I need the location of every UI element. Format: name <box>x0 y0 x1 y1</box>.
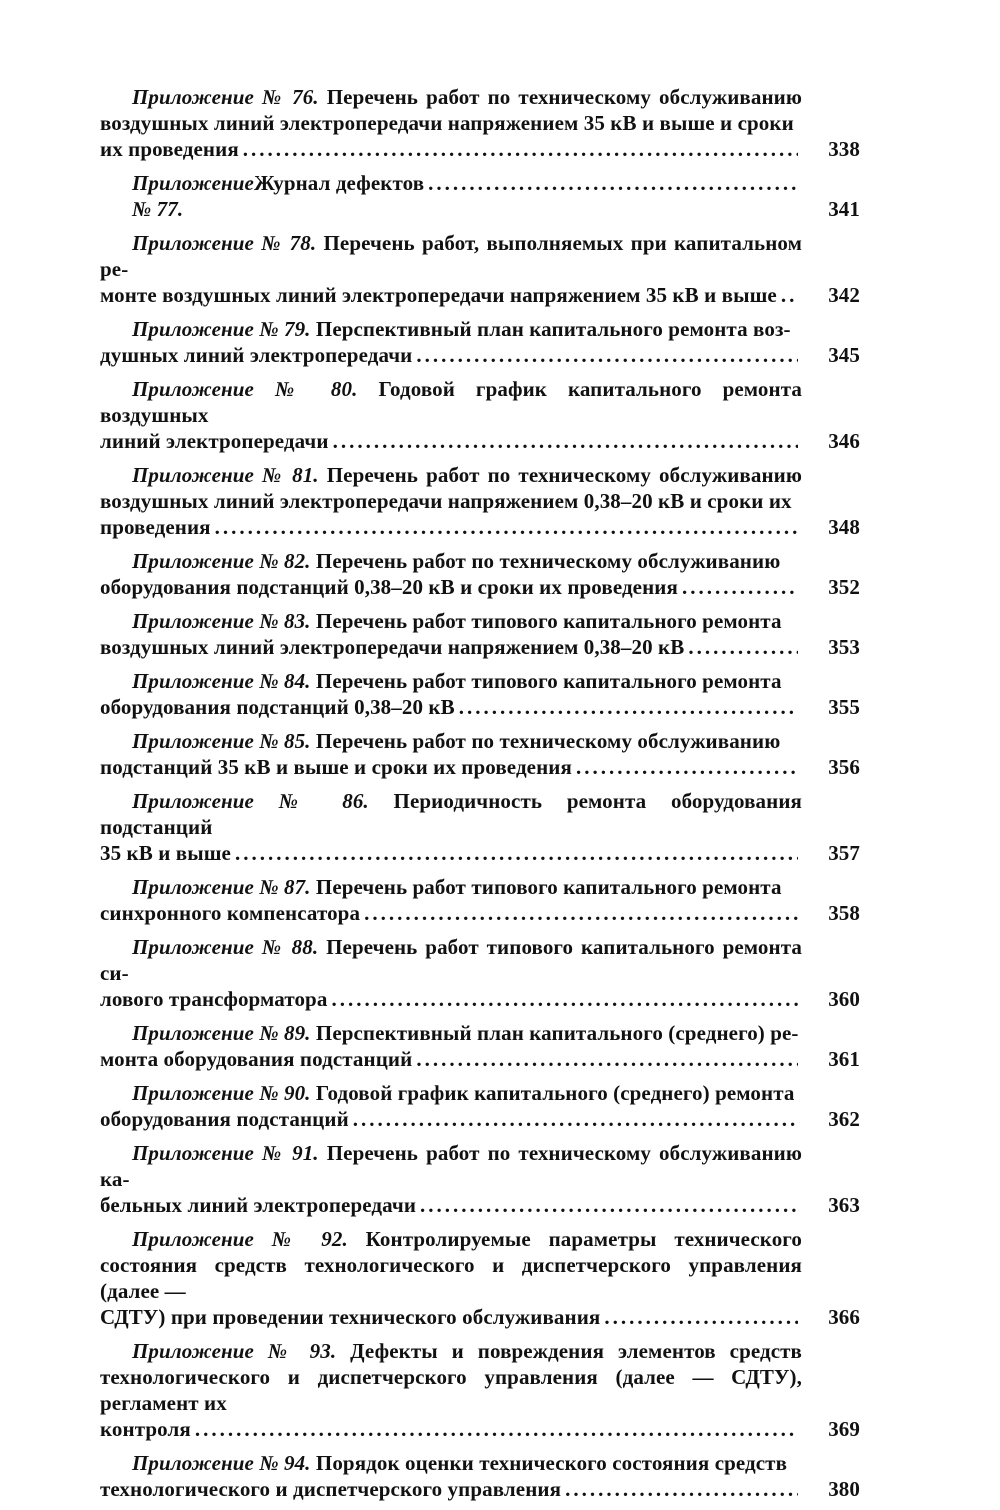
entry-last-line <box>100 1046 802 1072</box>
dot-leader <box>416 1046 798 1072</box>
appendix-label: Приложение № 78. <box>132 231 317 255</box>
toc-entry-1 <box>100 84 860 162</box>
entry-last-line <box>100 342 802 368</box>
toc-entry-text <box>100 230 860 308</box>
toc-entry-head-block <box>100 1080 802 1106</box>
entry-last-line <box>100 900 802 926</box>
page-number: 369 <box>828 1417 860 1441</box>
toc-entry-19 <box>100 1450 860 1502</box>
entry-title-head: Перспективный план капитального (среднего) ре- <box>310 1021 799 1045</box>
entry-title-tail: воздушных линий электропередачи напряжением 0,38–20 кВ <box>100 635 685 659</box>
toc-entry-text <box>100 1080 860 1132</box>
toc-entry-text <box>100 608 860 660</box>
dot-leader <box>331 986 798 1012</box>
appendix-label: Приложение № 86. <box>132 789 369 813</box>
entry-last-line <box>100 986 802 1012</box>
appendix-label: Приложение № 90. <box>132 1081 311 1105</box>
entry-last-line <box>100 428 802 454</box>
toc-entry-18 <box>100 1338 860 1442</box>
appendix-label: Приложение № 93. <box>132 1339 337 1363</box>
entry-title-head: Годовой график капитального (среднего) ремонта <box>310 1081 795 1105</box>
entry-title-head: Перечень работ типового капитального ремонта <box>310 875 782 899</box>
entry-last-line <box>100 282 802 308</box>
entry-title-tail: монте воздушных линий электропередачи напряжением 35 кВ и выше <box>100 283 777 307</box>
toc-entry-text <box>100 462 860 540</box>
toc-entry-head-block <box>100 84 802 136</box>
entry-title-tail: контроля <box>100 1417 191 1441</box>
toc-entry-text <box>100 548 860 600</box>
dot-leader <box>235 840 798 866</box>
toc-entry-text <box>100 1226 860 1330</box>
page-number: 358 <box>828 901 860 925</box>
toc-entry-head-block <box>100 1450 802 1476</box>
entry-title-tail: Журнал дефектов <box>253 171 425 195</box>
entry-title-head: Перечень работ типового капитального ремонта <box>310 669 782 693</box>
entry-last-line <box>100 136 802 162</box>
page-number: 361 <box>828 1047 860 1071</box>
toc-entry-text <box>100 1338 860 1442</box>
entry-title-head: Перечень работ по техническому обслуживанию воздушных линий электропередачи напряжением 35 кВ и выше и сроки <box>100 85 802 135</box>
page-number: 341 <box>828 197 860 221</box>
page-number: 345 <box>828 343 860 367</box>
entry-last-line <box>100 1304 802 1330</box>
entry-title-tail: синхронного компенсатора <box>100 901 361 925</box>
entry-title-tail: линий электропередачи <box>100 429 329 453</box>
entry-title-head: Перечень работ типового капитального ремонта си- <box>100 935 802 985</box>
dot-leader <box>682 574 798 600</box>
appendix-label: Приложение № 87. <box>132 875 311 899</box>
toc-entry-text <box>100 934 860 1012</box>
toc-entry-text <box>100 376 860 454</box>
entry-title-tail: монта оборудования подстанций <box>100 1047 413 1071</box>
entry-title-tail: оборудования подстанций <box>100 1107 349 1131</box>
toc-entry-10 <box>100 728 860 780</box>
dot-leader <box>781 282 798 308</box>
toc-entry-14 <box>100 1020 860 1072</box>
page-number: 380 <box>828 1477 860 1501</box>
appendix-label: Приложение № 83. <box>132 609 311 633</box>
dot-leader <box>428 170 798 196</box>
entry-title-tail: подстанций 35 кВ и выше и сроки их проведения <box>100 755 572 779</box>
entry-last-line <box>100 694 802 720</box>
entry-title-tail: СДТУ) при проведении технического обслуживания <box>100 1305 601 1329</box>
toc-entry-head-block <box>100 788 802 840</box>
dot-leader <box>576 754 798 780</box>
entry-last-line <box>100 634 802 660</box>
entry-title-head: Перечень работ по техническому обслуживанию ка- <box>100 1141 802 1191</box>
dot-leader <box>353 1106 798 1132</box>
entry-title-tail: лового трансформатора <box>100 987 328 1011</box>
toc-entry-text <box>100 1140 860 1218</box>
toc-entry-head-block <box>100 1020 802 1046</box>
toc-entry-text <box>100 170 860 222</box>
toc-entry-text <box>100 874 860 926</box>
entry-title-head: Порядок оценки технического состояния средств <box>310 1451 788 1475</box>
page-number: 357 <box>828 841 860 865</box>
page-number: 360 <box>828 987 860 1011</box>
entry-title-head: Перечень работ, выполняемых при капитальном ре- <box>100 231 802 281</box>
toc-entry-4 <box>100 316 860 368</box>
toc-entry-head-block <box>100 608 802 634</box>
appendix-label: Приложение № 88. <box>132 935 319 959</box>
entry-last-line <box>100 754 802 780</box>
entry-last-line <box>100 840 802 866</box>
appendix-label: Приложение № 84. <box>132 669 311 693</box>
toc-entry-text <box>100 1450 860 1502</box>
entry-last-line <box>100 514 802 540</box>
dot-leader <box>416 342 798 368</box>
dot-leader <box>459 694 798 720</box>
appendix-label: Приложение № 76. <box>132 85 319 109</box>
page-number: 338 <box>828 137 860 161</box>
toc-entry-6 <box>100 462 860 540</box>
dot-leader <box>565 1476 798 1502</box>
entry-title-tail: технологического и диспетчерского управления <box>100 1477 562 1501</box>
toc-entry-text <box>100 728 860 780</box>
entry-title-head: Дефекты и повреждения элементов средств технологического и диспетчерского управления (далее — СДТУ), регламент их <box>100 1339 802 1415</box>
dot-leader <box>604 1304 798 1330</box>
entry-title-tail: их проведения <box>100 137 239 161</box>
page-number: 366 <box>828 1305 860 1329</box>
appendix-label: Приложение № 79. <box>132 317 311 341</box>
entry-last-line <box>100 1476 802 1502</box>
page-number: 362 <box>828 1107 860 1131</box>
toc-entry-5 <box>100 376 860 454</box>
toc-entry-12 <box>100 874 860 926</box>
toc-entry-head-block <box>100 874 802 900</box>
appendix-label: Приложение № 91. <box>132 1141 319 1165</box>
toc-entry-head-block <box>100 934 802 986</box>
toc-entry-head-block <box>100 668 802 694</box>
entry-last-line <box>100 1106 802 1132</box>
toc-entry-9 <box>100 668 860 720</box>
dot-leader <box>215 514 798 540</box>
toc-entry-16 <box>100 1140 860 1218</box>
toc-entry-text <box>100 668 860 720</box>
toc-entry-head-block <box>100 1226 802 1304</box>
toc-entry-text <box>100 316 860 368</box>
toc-entry-8 <box>100 608 860 660</box>
toc-entry-17 <box>100 1226 860 1330</box>
entry-title-head: Перечень работ типового капитального ремонта <box>310 609 782 633</box>
entry-title-tail: бельных линий электропередачи <box>100 1193 417 1217</box>
toc-entry-2 <box>100 170 860 222</box>
entry-title-tail: проведения <box>100 515 211 539</box>
toc-entry-head-block <box>100 1338 802 1416</box>
page-number: 352 <box>828 575 860 599</box>
appendix-label: Приложение № 94. <box>132 1451 311 1475</box>
toc-entry-13 <box>100 934 860 1012</box>
toc-entry-head-block <box>100 376 802 428</box>
entry-title-head: Годовой график капитального ремонта воздушных <box>100 377 803 427</box>
entry-title-head: Перечень работ по техническому обслуживанию <box>310 729 781 753</box>
entry-title-head: Периодичность ремонта оборудования подстанций <box>100 789 802 839</box>
entry-title-tail: оборудования подстанций 0,38–20 кВ <box>100 695 455 719</box>
page-number: 348 <box>828 515 860 539</box>
toc-entry-3 <box>100 230 860 308</box>
entry-title-head: Перспективный план капитального ремонта воз- <box>310 317 791 341</box>
dot-leader <box>333 428 798 454</box>
toc-entry-11 <box>100 788 860 866</box>
toc-entry-7 <box>100 548 860 600</box>
toc-entry-text <box>100 788 860 866</box>
page-number: 363 <box>828 1193 860 1217</box>
appendix-label: Приложение № 92. <box>132 1227 348 1251</box>
entry-title-tail: оборудования подстанций 0,38–20 кВ и сроки их проведения <box>100 575 678 599</box>
page-number: 355 <box>828 695 860 719</box>
toc-entry-head-block <box>100 316 802 342</box>
appendix-label: Приложение № 89. <box>132 1021 311 1045</box>
entry-last-line <box>100 170 802 222</box>
appendix-label: Приложение № 81. <box>132 463 319 487</box>
entry-title-head: Перечень работ по техническому обслуживанию <box>310 549 781 573</box>
entry-title-head: Перечень работ по техническому обслуживанию воздушных линий электропередачи напряжением 0,38–20 кВ и сроки их <box>100 463 802 513</box>
toc-entry-head-block <box>100 1140 802 1192</box>
dot-leader <box>243 136 798 162</box>
toc-entry-text <box>100 84 860 162</box>
toc-entry-text <box>100 1020 860 1072</box>
entry-last-line <box>100 1192 802 1218</box>
toc-entry-head-block <box>100 728 802 754</box>
appendix-label: Приложение № 77. <box>132 171 254 221</box>
entry-last-line <box>100 1416 802 1442</box>
entry-title-tail: 35 кВ и выше <box>100 841 231 865</box>
appendix-label: Приложение № 82. <box>132 549 311 573</box>
entry-title-tail: душных линий электропередачи <box>100 343 413 367</box>
dot-leader <box>420 1192 798 1218</box>
dot-leader <box>688 634 798 660</box>
entry-last-line <box>100 574 802 600</box>
page-number: 356 <box>828 755 860 779</box>
toc-entry-head-block <box>100 230 802 282</box>
dot-leader <box>195 1416 798 1442</box>
dot-leader <box>364 900 798 926</box>
appendix-label: Приложение № 85. <box>132 729 311 753</box>
page-number: 346 <box>828 429 860 453</box>
appendix-label: Приложение № 80. <box>132 377 358 401</box>
page-number: 353 <box>828 635 860 659</box>
table-of-contents <box>100 84 860 1510</box>
toc-entry-15 <box>100 1080 860 1132</box>
toc-entry-head-block <box>100 462 802 514</box>
page-number: 342 <box>828 283 860 307</box>
entry-title-head: Контролируемые параметры технического состояния средств технологического и диспетчерского управления (далее — <box>100 1227 803 1303</box>
toc-entry-head-block <box>100 548 802 574</box>
